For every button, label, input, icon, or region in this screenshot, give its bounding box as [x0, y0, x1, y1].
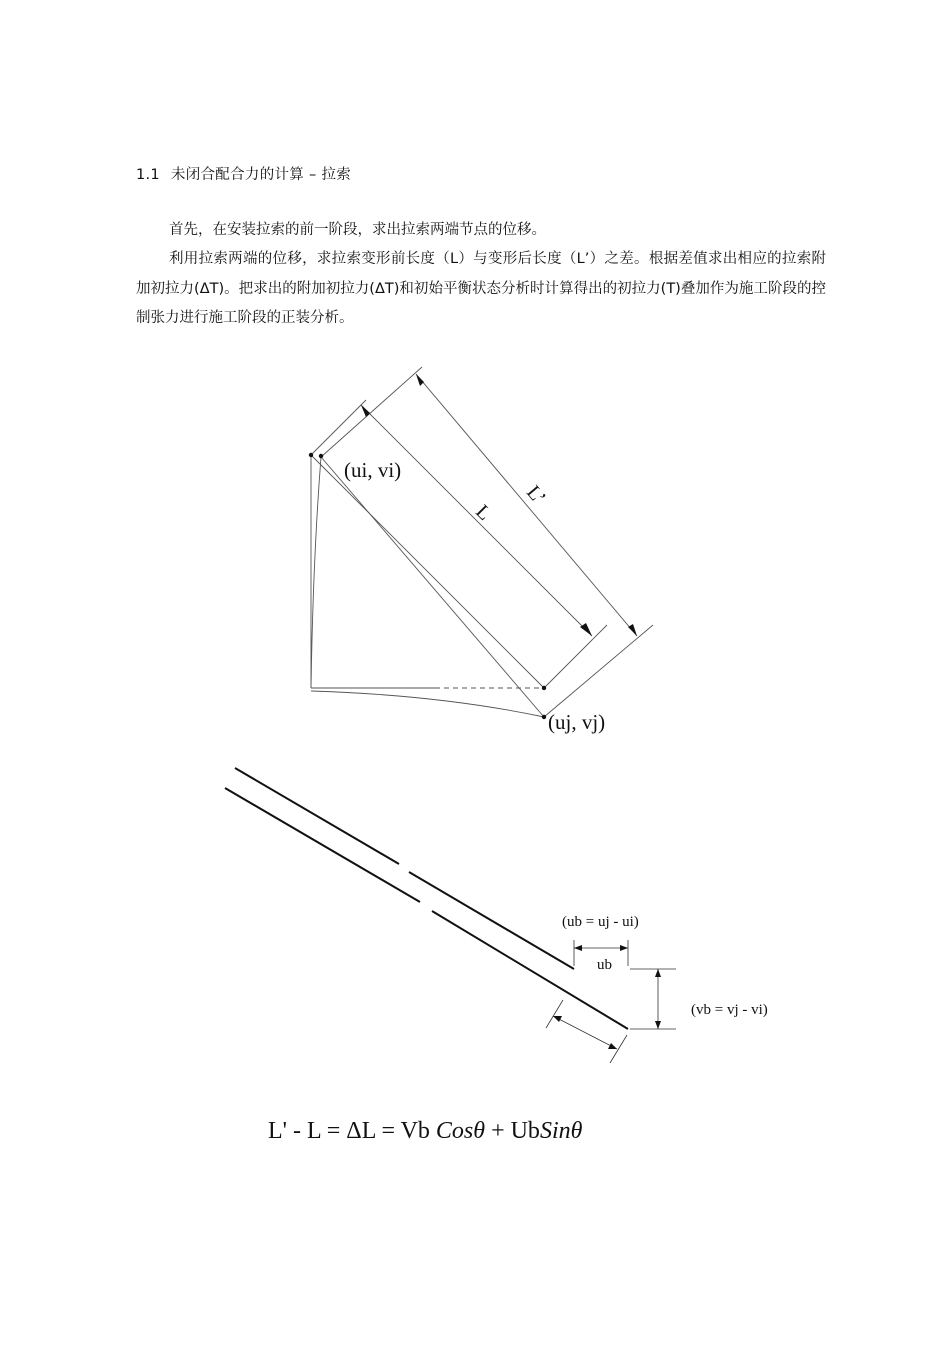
length-dimension — [546, 1000, 627, 1063]
deformed-left-curve — [311, 457, 321, 688]
formula-plus: + Ub — [485, 1118, 540, 1144]
cable-deformed — [321, 457, 544, 717]
Lp-extension-bottom — [544, 625, 653, 717]
label-ub: ub — [597, 957, 612, 973]
Lp-dimension-line — [416, 374, 637, 636]
node-j-original — [542, 686, 546, 690]
paragraph-1: 首先，在安装拉索的前一阶段，求出拉索两端节点的位移。 — [169, 222, 546, 238]
formula-lhs: L' - L = ΔL = Vb — [268, 1118, 430, 1144]
L-extension-top — [311, 400, 366, 455]
label-node-j: (uj, vj) — [548, 710, 606, 734]
node-j-deformed — [542, 715, 546, 719]
node-i-deformed — [319, 454, 323, 458]
Lp-arrow-top — [416, 374, 424, 386]
vb-dimension — [630, 969, 676, 1029]
L-arrow-top — [361, 405, 370, 417]
section-number: 1.1 — [136, 167, 160, 183]
cable-upper-right — [409, 872, 574, 969]
cable-lower-left — [225, 788, 420, 902]
deformation-diagram — [311, 367, 653, 717]
length-difference-formula — [268, 1118, 582, 1145]
label-ub-equation: (ub = uj - ui) — [562, 914, 639, 930]
formula-sin: Sinθ — [539, 1118, 583, 1144]
label-L: L — [471, 500, 496, 525]
cable-original — [311, 455, 544, 688]
label-L-prime: L’ — [522, 481, 550, 509]
label-node-i: (ui, vi) — [344, 458, 402, 482]
Lp-arrow-bottom — [628, 624, 637, 636]
L-extension-bottom — [544, 625, 607, 688]
paragraph-2: 利用拉索两端的位移，求拉索变形前长度（L）与变形后长度（L’）之差。根据差值求出相应的拉索附加初拉力(ΔT)。把求出的附加初拉力(ΔT)和初始平衡状态分析时计算得出的初拉力(T)叠加作为施工阶段的控制张力进行施工阶段的正装分析。 — [136, 251, 826, 326]
deformed-bottom-curve — [311, 691, 544, 717]
diagram1-points — [309, 374, 637, 719]
cable-upper-left — [235, 768, 399, 864]
label-vb-equation: (vb = vj - vi) — [691, 1002, 768, 1018]
formula-cos: Cosθ — [435, 1118, 486, 1144]
node-i-original — [309, 453, 313, 457]
Lp-extension-top — [321, 367, 422, 457]
L-arrow-bottom — [580, 623, 592, 636]
section-title: 未闭合配合力的计算 – 拉索 — [170, 167, 352, 183]
